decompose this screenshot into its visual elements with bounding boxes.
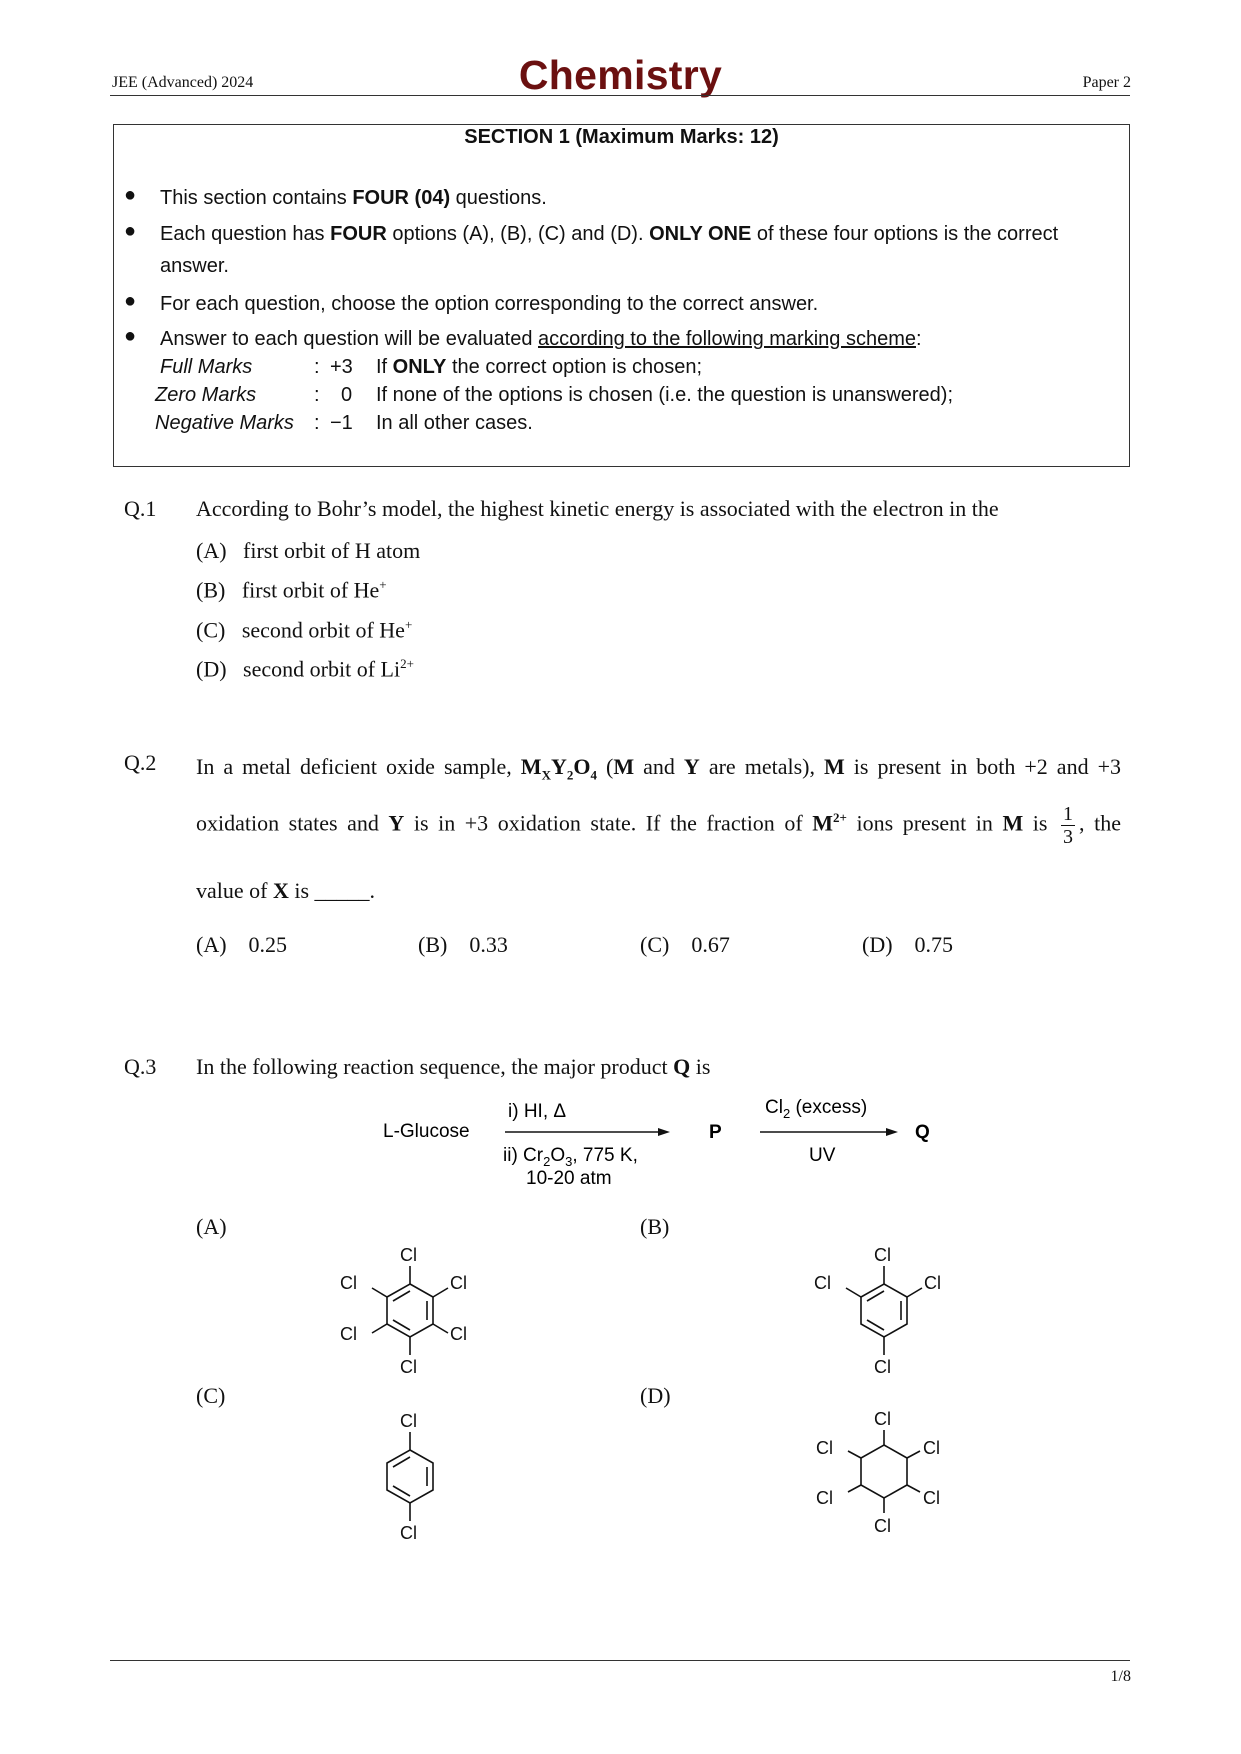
atom-cl: Cl (400, 1357, 417, 1377)
scheme-value-full: +3 (330, 356, 353, 378)
fraction: $\frac{1}{3}$ (1063, 803, 1074, 848)
atom-cl: Cl (814, 1273, 831, 1293)
scheme-label-negative: Negative Marks (155, 412, 294, 434)
atom-cl: Cl (874, 1516, 891, 1536)
atom-cl: Cl (923, 1488, 940, 1508)
page-title: Chemistry (518, 52, 723, 98)
reagent-2-top: $Cl_2$ (excess) (765, 1097, 868, 1121)
scheme-value-negative: −1 (330, 412, 353, 434)
scheme-desc-full: If ONLY the correct option is chosen; (376, 356, 703, 378)
question-text-line-1: In a metal deficient oxide sample, $M_XY_2O_4$ (M and Y are metals), M is present in both +2 and +3 (196, 754, 1122, 783)
paper-number: Paper 2 (1082, 74, 1131, 91)
option-b[interactable]: (B) 0.33 (418, 932, 508, 957)
product-label: Q (915, 1122, 930, 1143)
atom-cl: Cl (400, 1523, 417, 1543)
reaction-scheme (360, 1090, 960, 1200)
atom-cl: Cl (874, 1357, 891, 1377)
scheme-colon: : (314, 356, 320, 378)
header-divider (110, 95, 1130, 96)
structure-hexachlorobenzene (330, 1240, 490, 1385)
atom-cl: Cl (400, 1245, 417, 1265)
instruction-4: Answer to each question will be evaluated according to the following marking scheme: (160, 328, 922, 350)
scheme-desc-negative: In all other cases. (376, 412, 533, 434)
structure-tetrachlorobenzene (804, 1240, 964, 1385)
scheme-desc-zero: If none of the options is chosen (i.e. the question is unanswered); (376, 384, 954, 406)
footer-divider (110, 1660, 1130, 1661)
exam-name: JEE (Advanced) 2024 (112, 74, 254, 91)
question-text: According to Bohr’s model, the highest kinetic energy is associated with the electron in the (196, 496, 999, 521)
section-title: SECTION 1 (Maximum Marks: 12) (464, 126, 779, 148)
option-a[interactable]: (A) 0.25 (196, 932, 288, 957)
reagent-1-bottom: ii) $Cr_2O_3$, 775 K, (503, 1145, 638, 1169)
instruction-2: Each question has FOUR options (A), (B), (C) and (D). ONLY ONE of these four options is the correct (160, 223, 1059, 245)
atom-cl: Cl (340, 1324, 357, 1344)
option-b[interactable]: (B) (640, 1214, 670, 1239)
bullet-icon: ● (124, 220, 137, 242)
atom-cl: Cl (816, 1488, 833, 1508)
atom-cl: Cl (340, 1273, 357, 1293)
structure-dichlorobenzene (330, 1408, 490, 1548)
option-d[interactable]: (D) (640, 1383, 671, 1408)
instruction-1: This section contains FOUR (04) questions. (160, 187, 547, 209)
option-c[interactable]: (C) 0.67 (640, 932, 730, 957)
option-c[interactable]: (C) (196, 1383, 226, 1408)
question-text-line-3: value of X is _____. (196, 878, 376, 903)
atom-cl: Cl (400, 1411, 417, 1431)
structure-hexachlorocyclohexane (804, 1408, 964, 1548)
arrow-2-head (886, 1128, 898, 1136)
bullet-icon: ● (124, 290, 137, 312)
atom-cl: Cl (450, 1324, 467, 1344)
question-text-line-2: oxidation states and Y is in +3 oxidation state. If the fraction of $M^{2+}$ ions present in M is $\frac{1}{3}$ , the (196, 803, 1121, 848)
atom-cl: Cl (874, 1245, 891, 1265)
atom-cl: Cl (923, 1438, 940, 1458)
atom-cl: Cl (924, 1273, 941, 1293)
scheme-label-full: Full Marks (160, 356, 253, 378)
bullet-icon: ● (124, 325, 137, 347)
option-a[interactable]: (A) (196, 1214, 227, 1239)
intermediate-label: P (709, 1122, 722, 1143)
reagent-1-top: i) HI, Δ (508, 1101, 567, 1122)
question-number: Q.2 (124, 750, 157, 775)
question-number: Q.3 (124, 1054, 157, 1079)
page-number: 1/8 (1110, 1668, 1131, 1685)
scheme-value-zero: 0 (341, 384, 353, 406)
option-a[interactable]: (A) first orbit of H atom (196, 538, 421, 563)
atom-cl: Cl (450, 1273, 467, 1293)
instruction-3: For each question, choose the option corresponding to the correct answer. (160, 293, 819, 315)
option-d[interactable]: (D) 0.75 (862, 932, 954, 957)
scheme-colon: : (314, 412, 320, 434)
option-c[interactable]: (C) second orbit of He+ (196, 617, 413, 643)
scheme-colon: : (314, 384, 320, 406)
scheme-label-zero: Zero Marks (155, 384, 257, 406)
atom-cl: Cl (816, 1438, 833, 1458)
reagent-2-bottom: UV (809, 1145, 836, 1166)
option-b[interactable]: (B) first orbit of He+ (196, 577, 387, 603)
question-number: Q.1 (124, 496, 157, 521)
reagent-1-conditions: 10-20 atm (526, 1168, 612, 1189)
atom-cl: Cl (874, 1409, 891, 1429)
option-d[interactable]: (D) second orbit of $Li^{2+}$ (196, 656, 414, 682)
bullet-icon: ● (124, 184, 137, 206)
question-text: In the following reaction sequence, the major product Q is (196, 1054, 711, 1079)
arrow-1-head (658, 1128, 670, 1136)
reactant-label: L-Glucose (383, 1121, 470, 1142)
instruction-2-cont: answer. (160, 255, 229, 277)
